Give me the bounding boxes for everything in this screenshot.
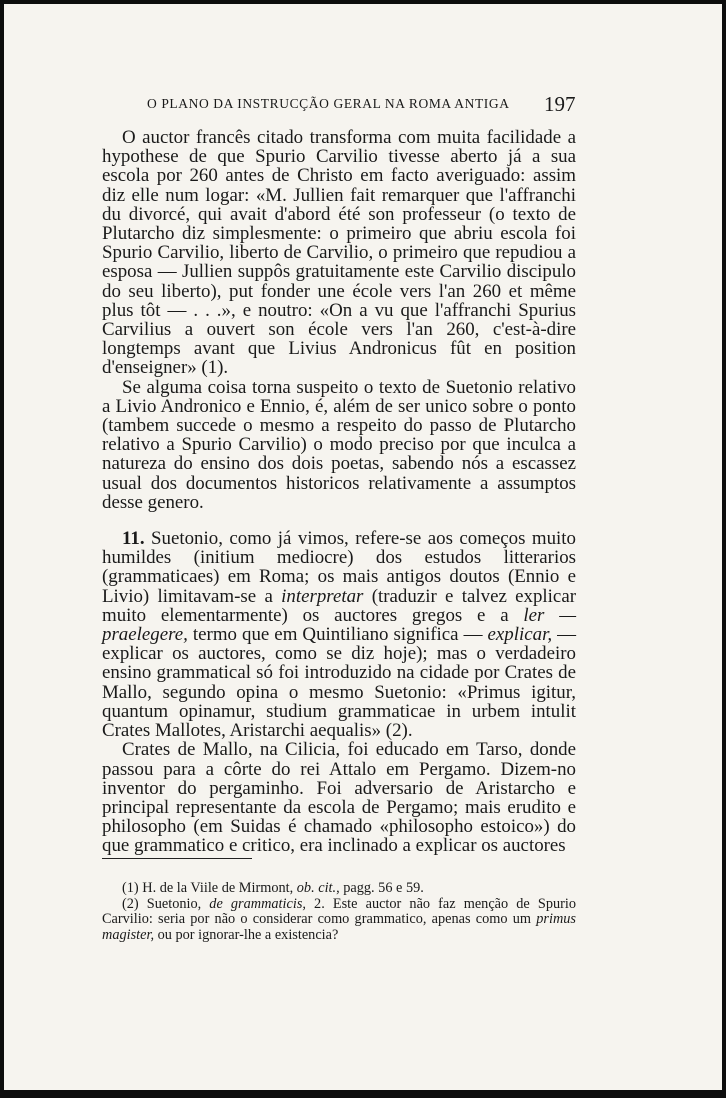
footnote-rule: [102, 858, 252, 859]
footnotes: [102, 881, 576, 943]
text-run: (traduzir e talvez explicar muito elementarmente) os auctores gregos e a: [102, 585, 576, 626]
section-number: 11.: [122, 528, 145, 550]
paragraph: [102, 128, 576, 378]
italic-text: ob. cit.: [296, 880, 337, 896]
italic-text: interpretar: [281, 585, 364, 607]
text-run: 2. Este auctor não faz menção de Spurio Carvilio: seria por não o considerar como grammatico, apenas como um: [102, 895, 576, 928]
page-header: [4, 92, 722, 122]
text-run: Suetonio, como já vimos, refere-se aos começos muito humildes (initium mediocre) dos estudos litterarios (grammaticaes) em Roma; os mais antigos doutos (Ennio e Livio) limitavam-se a: [102, 528, 576, 607]
text-run: (1) H. de la Viile de Mirmont,: [122, 880, 297, 896]
body-text: [102, 128, 576, 856]
text-run: , pagg. 56 e 59.: [336, 880, 424, 896]
paragraph: [102, 378, 576, 512]
section-11-paragraph: [102, 529, 576, 740]
italic-text: de grammaticis,: [209, 895, 306, 912]
text-run: (2) Suetonio,: [122, 895, 210, 912]
italic-text: explicar,: [487, 624, 553, 646]
italic-text: primus magister,: [102, 911, 576, 943]
text-run: Se alguma coisa torna suspeito o texto de Suetonio relativo a Livio Andronico e Ennio, é, além de ser unico sobre o ponto (tambem succede o mesmo a respeito do passo de Plutarcho relativo a Spurio Carvilio) o modo preciso por que inculca a natureza do ensino dos dois poetas, sabendo nós a escassez usual dos documentos historicos relativamente a assumptos desse genero.: [102, 376, 576, 513]
italic-text: ler — praelegere,: [102, 604, 576, 646]
text-run: Crates de Mallo, na Cilicia, foi educado em Tarso, donde passou para a côrte do rei Attalo em Pergamo. Dizem-no inventor do pergaminho. Foi adversario de Aristarcho e principal representante da escola de Pergamo; mais erudito e philosopho (em Suidas é chamado «philosopho estoico») do que grammatico e critico, era inclinado a explicar os auctores: [102, 739, 576, 857]
book-page: [4, 4, 722, 1090]
footnote-2: [102, 897, 576, 944]
text-run: O auctor francês citado transforma com muita facilidade a hypothese de que Spurio Carvilio tivesse aberto já a sua escola por 260 antes de Christo em facto averiguado: assim diz elle num logar: «M. Jullien fait remarquer que l'affranchi du divorcé, qui avait d'abord été son professeur (o texto de Plutarcho diz simplesmente: o primeiro que abriu escola foi Spurio Carvilio, liberto de Carvilio, o primeiro que repudiou a esposa — Jullien suppôs gratuitamente este Carvilio discipulo do seu liberto), put fonder une école vers l'an 260 et même plus tôt — . . .», e noutro: «On a vu que l'affranchi Spurius Carvilius a ouvert son école vers l'an 260, c'est-à-dire longtemps avant que Livius Andronicus fût en position d'enseigner» (1).: [102, 127, 576, 379]
text-run: termo que em Quintiliano significa —: [187, 624, 488, 646]
text-run: ou por ignorar-lhe a existencia?: [154, 926, 339, 943]
page-number: 197: [544, 92, 576, 116]
footnote-1: [102, 881, 576, 897]
text-run: — explicar os auctores, como se diz hoje); mas o verdadeiro ensino grammatical só foi introduzido na cidade por Crates de Mallo, segundo opina o mesmo Suetonio: «Primus igitur, quantum opinamur, studium grammaticae in urbem intulit Crates Mallotes, Aristarchi aequalis» (2).: [102, 624, 576, 742]
paragraph: [102, 740, 576, 855]
running-head: O PLANO DA INSTRUCÇÃO GERAL NA ROMA ANTIGA: [147, 96, 510, 111]
